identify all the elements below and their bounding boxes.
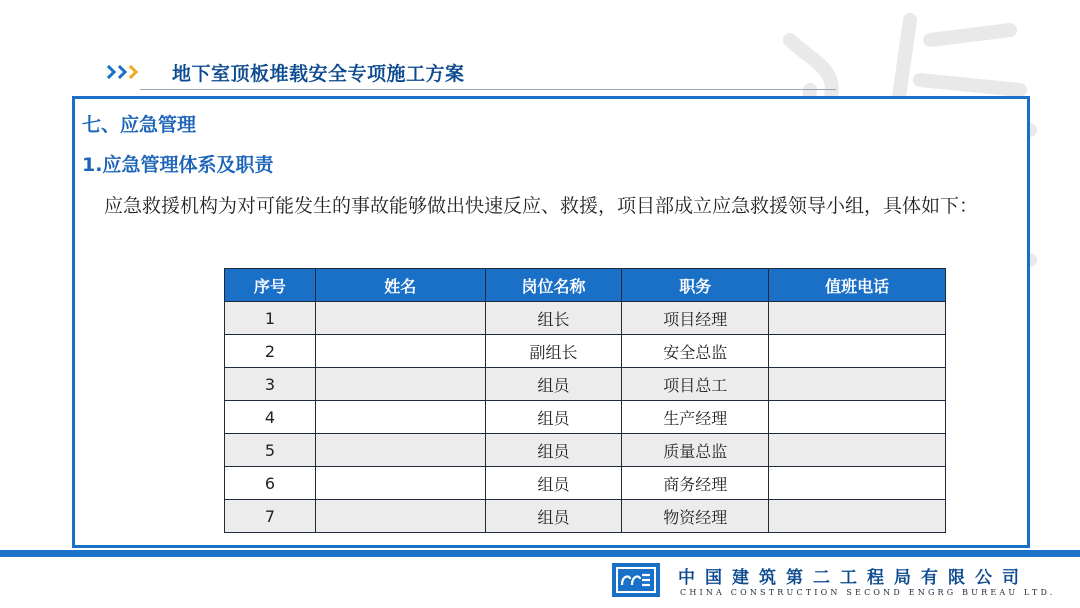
emergency-team-table [224,268,946,533]
column-header: 值班电话 [769,269,946,302]
table-cell: 组员 [485,368,622,401]
table-cell [769,500,946,533]
table-row [225,434,946,467]
table-cell: 组员 [485,467,622,500]
company-name-en: CHINA CONSTRUCTION SECOND ENGRG BUREAU LTD. [680,588,1056,597]
table-cell: 项目经理 [622,302,769,335]
table-row [225,401,946,434]
table-row [225,302,946,335]
table-header-row [225,269,946,302]
table-row [225,335,946,368]
table-cell: 物资经理 [622,500,769,533]
table-cell [315,368,485,401]
section-subtitle: 1.应急管理体系及职责 [82,154,274,176]
table-cell: 安全总监 [622,335,769,368]
table-cell [769,467,946,500]
table-cell [315,500,485,533]
company-name-zh: 中国建筑第二工程局有限公司 [678,568,1029,588]
table-cell [769,368,946,401]
table-cell: 组员 [485,401,622,434]
table-cell [315,335,485,368]
column-header: 岗位名称 [485,269,622,302]
cscec-logo [612,563,660,597]
table-cell [315,302,485,335]
table-cell [769,302,946,335]
table-cell: 副组长 [485,335,622,368]
table-cell: 生产经理 [622,401,769,434]
table-cell: 组员 [485,434,622,467]
section-title: 七、应急管理 [82,114,197,136]
table-cell: 6 [225,467,316,500]
table-cell [769,335,946,368]
table-row [225,500,946,533]
header-divider [140,89,836,90]
table-cell: 4 [225,401,316,434]
column-header: 职务 [622,269,769,302]
table-cell [769,434,946,467]
chevron-arrows-icon [104,67,144,77]
table-row [225,467,946,500]
footer-bar [0,550,1080,557]
section-paragraph: 应急救援机构为对可能发生的事故能够做出快速反应、救援，项目部成立应急救援领导小组，具体如下： [104,195,979,217]
column-header: 序号 [225,269,316,302]
cscec-logo-mark-icon [616,567,656,593]
table-cell: 2 [225,335,316,368]
document-title: 地下室顶板堆载安全专项施工方案 [172,62,465,85]
table-cell: 1 [225,302,316,335]
slide-header [104,58,465,86]
table-cell: 7 [225,500,316,533]
table-cell: 质量总监 [622,434,769,467]
table-cell [315,467,485,500]
table-cell: 3 [225,368,316,401]
table-cell: 组员 [485,500,622,533]
table-cell: 项目总工 [622,368,769,401]
table-cell [769,401,946,434]
table-cell: 商务经理 [622,467,769,500]
column-header: 姓名 [315,269,485,302]
table-cell [315,434,485,467]
table-cell [315,401,485,434]
table-cell: 5 [225,434,316,467]
table-row [225,368,946,401]
table-cell: 组长 [485,302,622,335]
